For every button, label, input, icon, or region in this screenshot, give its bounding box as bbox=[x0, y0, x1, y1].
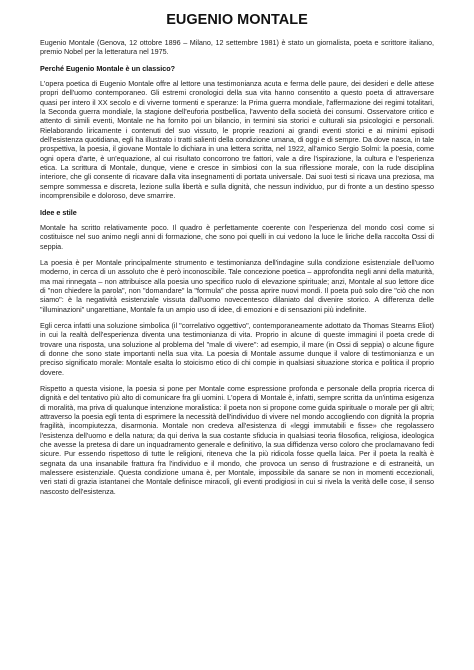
section-heading-classic: Perché Eugenio Montale è un classico? bbox=[40, 63, 176, 73]
intro-paragraph: Eugenio Montale (Genova, 12 ottobre 1896 – Milano, 12 settembre 1981) è stato un giornalista, poeta e scrittore italiano, premio Nobel per la letteratura nel 1975. bbox=[40, 38, 434, 57]
section-heading-ideas-style: Idee e stile bbox=[40, 207, 77, 217]
paragraph-classic: L'opera poetica di Eugenio Montale offre al lettore una testimonianza acuta e ferma delle paure, dei desideri e delle attese propri dell'uomo contemporaneo. Gli estremi cronologici della sua vita hanno consentito a questo poeta di attraversare quasi per intero il XX secolo e di viverne tormenti e speranze: la Prima guerra mondiale, l'affermazione dei regimi totalitari, la Seconda guerra mondiale, la stagione dell'euforia postbellica, l'avvento della società dei consumi. Osservatore critico e attento di simili eventi, Montale ne ha fornito poi un bilancio, in termini sia storici e culturali sia psicologici e personali. Rielaborando liricamente i contenuti del suo vissuto, le proprie reazioni ai grandi eventi storici e ai minimi episodi dell'esistenza quotidiana, egli ha illustrato i tratti salienti della condizione umana, di oggi e di sempre. Da dove nasca, in tale prospettiva, la poesia, il giovane Montale lo dichiara in una lettera scritta, nel 1922, all'amico Sergio Solmi: la poesia, come ogni opera d'arte, è un'equazione, al cui risultato concorrono tre fattori, vale a dire l'ispirazione, la cultura e l'esperienza etica. La scrittura di Montale, dunque, viene e cresce in simbiosi con la sua riflessione morale, con la rude disciplina interiore, che gli consente di ricavare dalla vita insegnamenti di portata universale. Dai suoi testi si ricava una preziosa, ma sempre sommessa e discreta, lezione sulla libertà e sulla dignità, che nessun individuo, pur di fronte a un destino spesso incomprensibile e doloroso, deve smarrire. bbox=[40, 79, 434, 201]
document-title: EUGENIO MONTALE bbox=[166, 12, 308, 28]
paragraph-ideas-3: Egli cerca infatti una soluzione simbolica (il "correlativo oggettivo", contemporaneamente adottato da Thomas Stearns Eliot) in cui la realtà dell'esperienza diventa una testimonianza di vita. Proprio in alcune di queste immagini il poeta crede di trovare una risposta, una soluzione al problema del "male di vivere": ad esempio, il mare (in Ossi di seppia) o alcune figure di donne che sono state importanti nella sua vita. La poesia di Montale assume dunque il valore di testimonianza e un preciso significato morale: Montale esalta lo stoicismo etico di chi compie in qualsiasi situazione storica e politica il proprio dovere. bbox=[40, 320, 434, 377]
paragraph-ideas-4: Rispetto a questa visione, la poesia si pone per Montale come espressione profonda e personale della propria ricerca di dignità e del tentativo più alto di comunicare fra gli uomini. L'opera di Montale è, infatti, sempre scritta da un'intima esigenza di moralità, ma priva di qualunque intenzione moralistica: il poeta non si propone come guida spirituale o morale per gli altri; attraverso la poesia egli tenta di esprimere la necessità dell'individuo di vivere nel mondo accogliendo con dignità la propria fragilità, incompiutezza, disarmonia. Montale non credeva all'esistenza di «leggi immutabili e fisse» che regolassero l'esistenza dell'uomo e della natura; da qui deriva la sua costante sfiducia in qualsiasi teoria filosofica, religiosa, ideologica che avesse la pretesa di dare un inquadramento generale e definitivo, la sua diffidenza verso coloro che proclamavano fedi sicure. Pur essendo rispettoso di tutte le religioni, riteneva che la più ridicola fosse quella laica. Per il poeta la realtà è segnata da una insanabile frattura fra l'individuo e il mondo, che provoca un senso di frustrazione e di estraneità, un malessere esistenziale. Questa condizione umana è, per Montale, impossibile da sanare se non in momenti eccezionali, veri stati di grazia istantanei che Montale definisce miracoli, gli eventi prodigiosi in cui si rivela la verità delle cose, il senso nascosto dell'esistenza. bbox=[40, 384, 434, 496]
paragraph-ideas-2: La poesia è per Montale principalmente strumento e testimonianza dell'indagine sulla condizione esistenziale dell'uomo moderno, in cerca di un assoluto che è però inconoscibile. Tale concezione poetica – approfondita negli anni della maturità, ma mai rinnegata – non attribuisce alla poesia uno specifico ruolo di elevazione spirituale; anzi, Montale al suo lettore dice di "non chiedere la parola", non "domandare" la "formula" che possa aprire nuovi mondi. Il poeta può solo dire "ciò che non siamo": è la negatività esistenziale vissuta dall'uomo novecentesco dilaniato dal divenire storico. A differenza delle "illuminazioni" ungarettiane, Montale fa un ampio uso di idee, di emozioni e di sensazioni più indefinite. bbox=[40, 257, 434, 314]
paragraph-ideas-1: Montale ha scritto relativamente poco. Il quadro è perfettamente coerente con l'esperienza del mondo così come si costituisce nel suo animo negli anni di formazione, che sono poi quelli in cui vedono la luce le liriche della raccolta Ossi di seppia. bbox=[40, 222, 434, 251]
